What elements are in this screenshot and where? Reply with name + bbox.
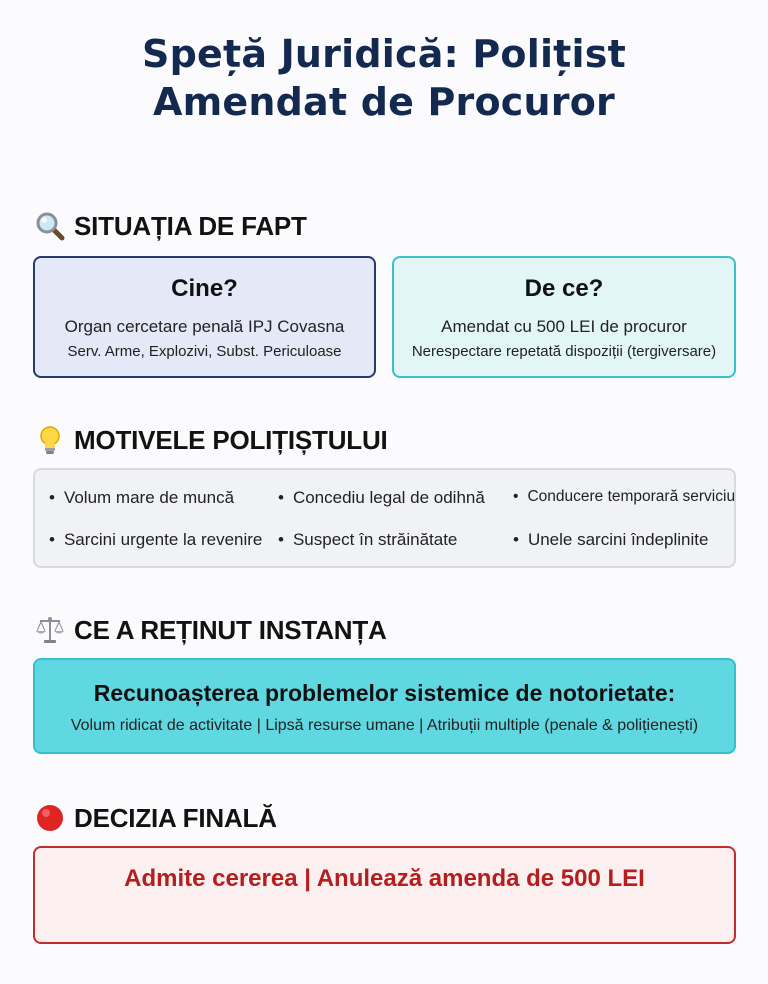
list-item: • Suspect în străinătate bbox=[278, 530, 457, 550]
why-heading: De ce? bbox=[524, 275, 604, 302]
decision-text: Admite cererea | Anulează amenda de 500 LEI bbox=[124, 865, 645, 892]
why-card bbox=[392, 256, 736, 378]
magnifier-icon bbox=[34, 210, 66, 242]
who-card bbox=[33, 256, 376, 378]
red-circle-icon bbox=[34, 802, 66, 834]
section-heading-facts bbox=[34, 210, 307, 242]
court-card bbox=[33, 658, 736, 754]
page-title bbox=[0, 30, 768, 126]
section-heading-reasons bbox=[34, 424, 388, 456]
list-item: • Sarcini urgente la revenire bbox=[49, 530, 262, 550]
court-headline: Recunoașterea problemelor sistemice de notorietate: bbox=[93, 680, 676, 706]
title-line-1: Speță Juridică: Polițist bbox=[142, 32, 626, 76]
why-line-2: Nerespectare repetată dispoziții (tergiversare) bbox=[411, 343, 717, 360]
section-title: SITUAȚIA DE FAPT bbox=[74, 210, 307, 241]
section-heading-decision bbox=[34, 802, 277, 834]
scales-icon bbox=[34, 614, 66, 646]
why-line-1: Amendat cu 500 LEI de procuror bbox=[441, 317, 687, 336]
list-item: • Unele sarcini îndeplinite bbox=[513, 530, 708, 550]
who-line-2: Serv. Arme, Explozivi, Subst. Periculoase bbox=[67, 343, 342, 360]
list-item: • Conducere temporară serviciu bbox=[513, 488, 735, 506]
who-heading: Cine? bbox=[171, 275, 238, 302]
section-heading-court bbox=[34, 614, 387, 646]
section-title: MOTIVELE POLIȚIȘTULUI bbox=[74, 424, 388, 455]
reasons-card bbox=[33, 468, 736, 568]
list-item: • Concediu legal de odihnă bbox=[278, 488, 485, 508]
who-line-1: Organ cercetare penală IPJ Covasna bbox=[64, 317, 345, 336]
title-line-2: Amendat de Procuror bbox=[153, 80, 615, 124]
section-title: CE A REȚINUT INSTANȚA bbox=[74, 614, 387, 645]
list-item: • Volum mare de muncă bbox=[49, 488, 234, 508]
section-title: DECIZIA FINALĂ bbox=[74, 802, 277, 833]
lightbulb-icon bbox=[34, 424, 66, 456]
decision-card bbox=[33, 846, 736, 944]
court-details: Volum ridicat de activitate | Lipsă resurse umane | Atribuții multiple (penale & polițienești) bbox=[70, 717, 699, 734]
